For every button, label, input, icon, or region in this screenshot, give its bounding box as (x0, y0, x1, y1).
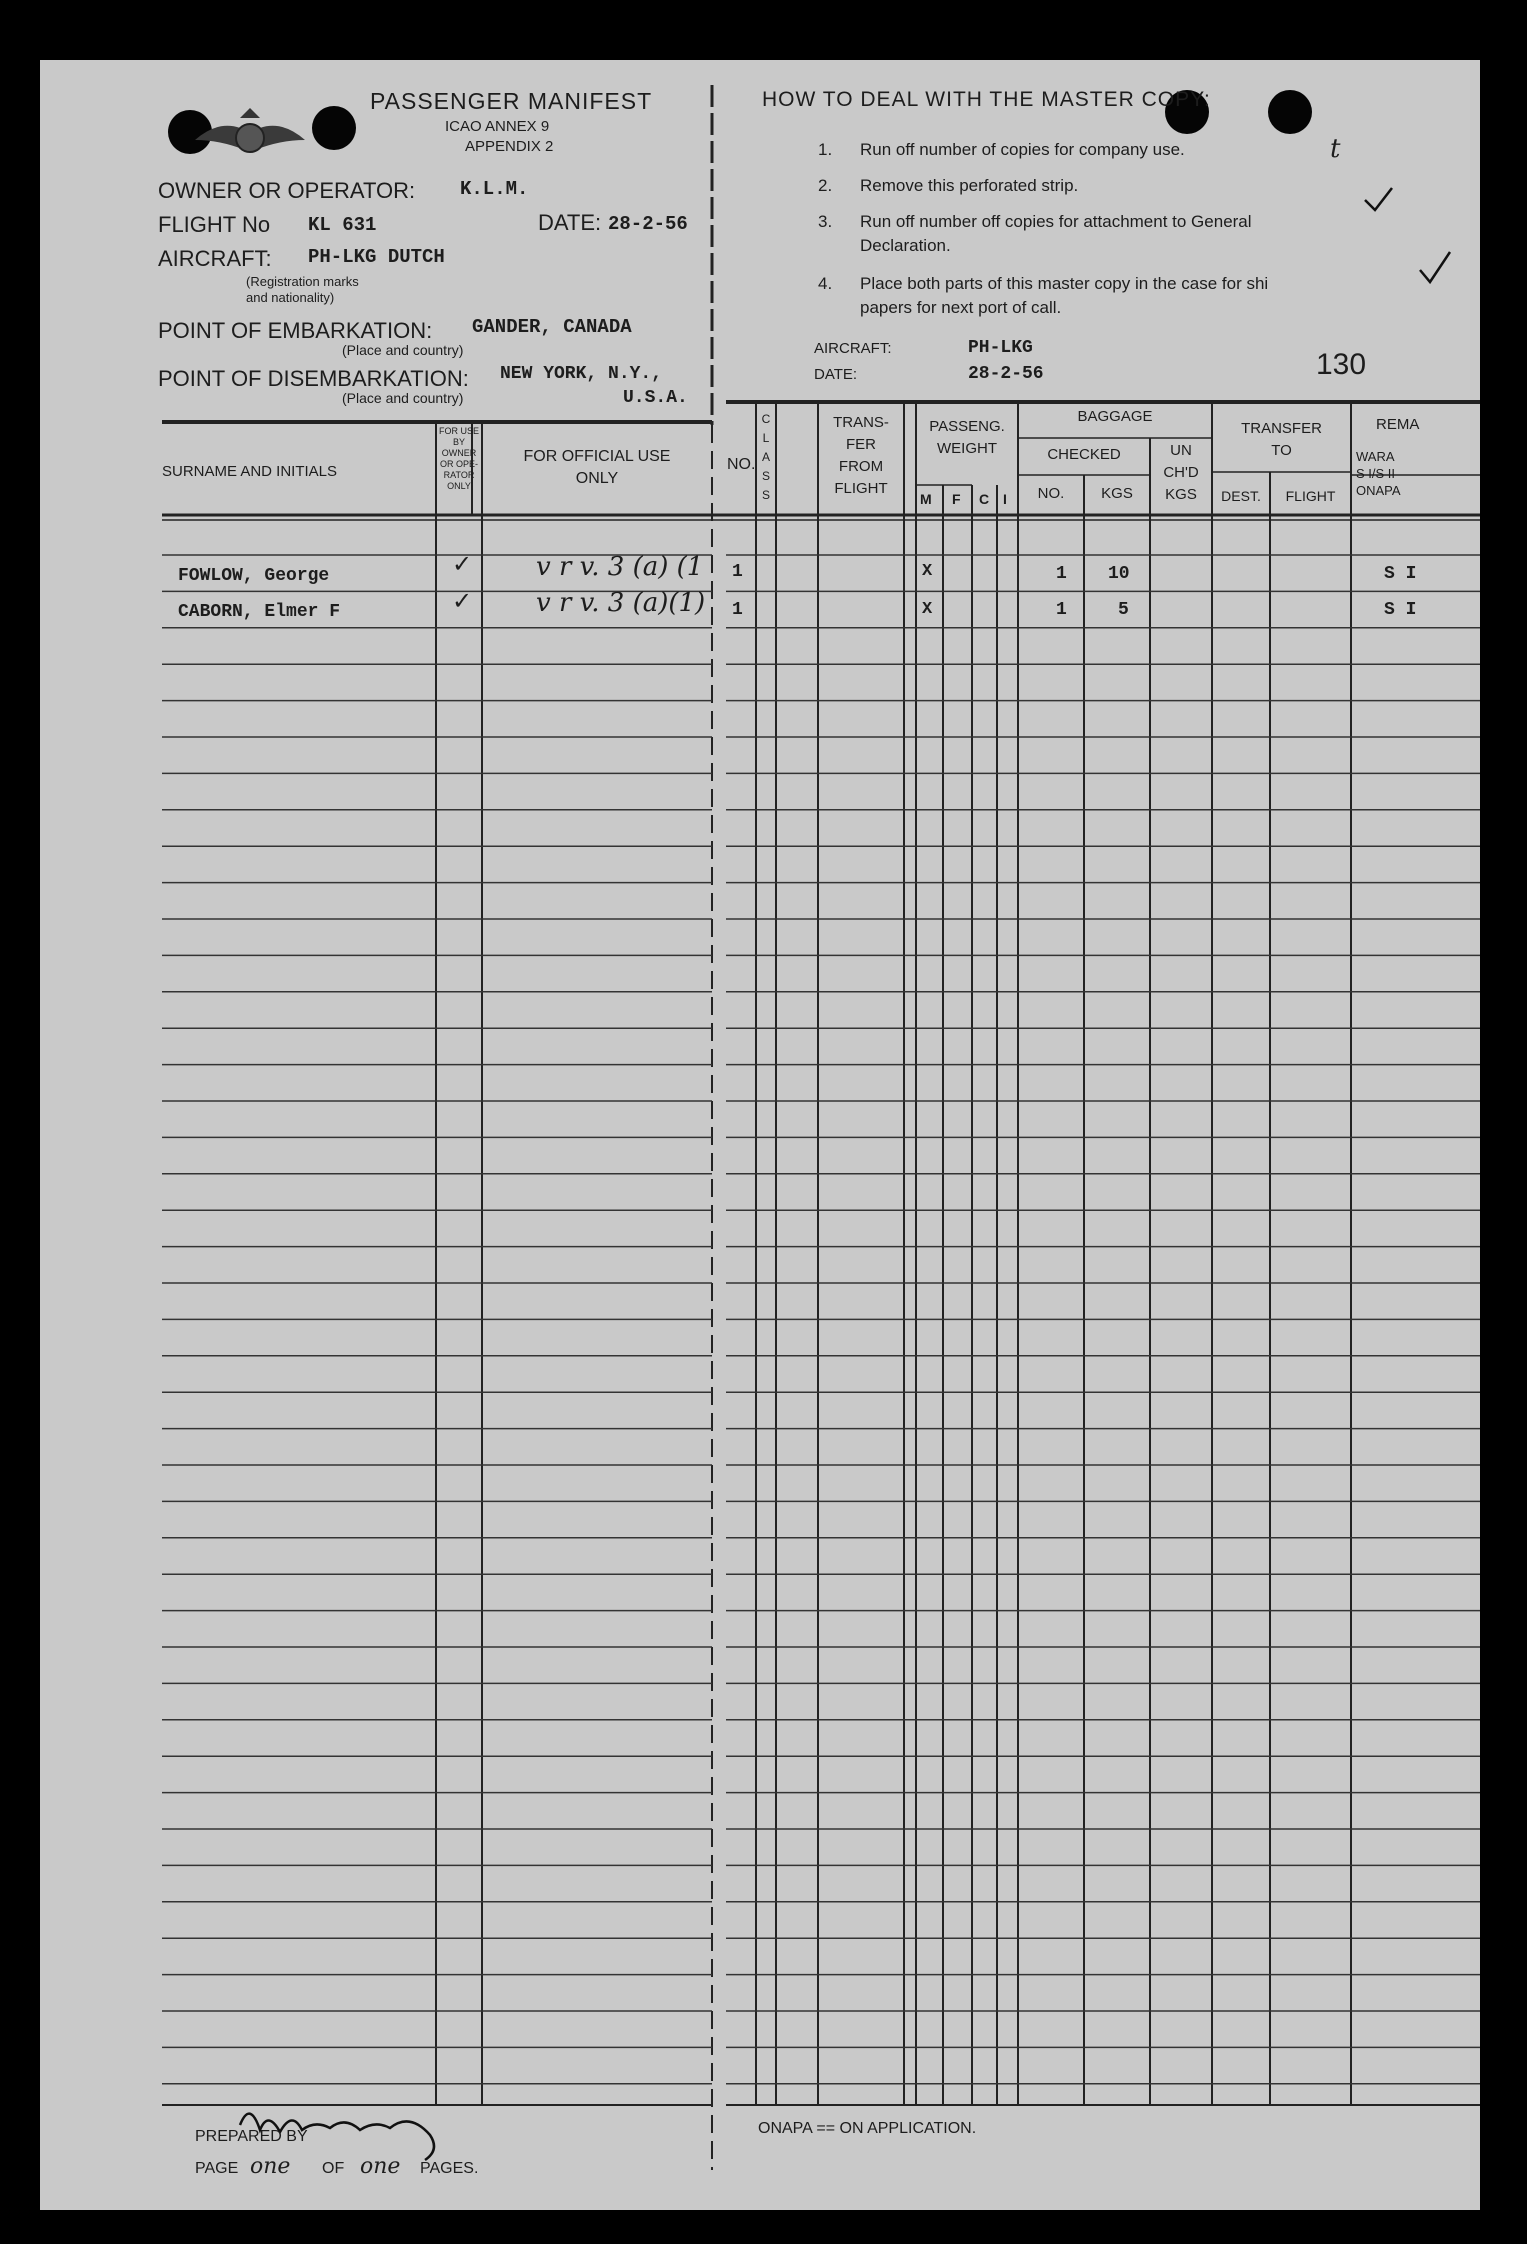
col-remarks: REMA (1376, 416, 1420, 433)
date-value-right: 28-2-56 (968, 364, 1044, 384)
flight-value: KL 631 (308, 214, 377, 236)
pages-label: PAGES. (420, 2160, 479, 2177)
col-dest: DEST. (1221, 488, 1261, 504)
date-label: DATE: (538, 210, 602, 235)
operator-check-mark: ✓ (452, 551, 473, 578)
place-note: (Place and country) (342, 390, 464, 406)
page-label: PAGE (195, 2160, 239, 2177)
embarkation-value: GANDER, CANADA (472, 316, 632, 338)
remarks-value: S I (1384, 600, 1417, 620)
prepared-by-label: PREPARED BY (195, 2128, 308, 2145)
aircraft-label-right: AIRCRAFT: (814, 340, 892, 357)
col-flight: FLIGHT (1285, 488, 1336, 504)
icao-annex: ICAO ANNEX 9 (445, 118, 550, 135)
col-no: NO. (727, 456, 756, 473)
manifest-number: 130 (1316, 348, 1367, 381)
appendix: APPENDIX 2 (465, 138, 554, 155)
passenger-name: CABORN, Elmer F (178, 602, 341, 622)
instruction-text: papers for next port of call. (860, 298, 1062, 317)
col-transfer-to: TRANSFER TO (1241, 420, 1322, 459)
disembarkation-label: POINT OF DISEMBARKATION: (158, 366, 469, 391)
col-c: C (979, 491, 990, 507)
col-m: M (920, 491, 932, 507)
operator-check-mark: ✓ (452, 588, 473, 615)
col-f: F (952, 491, 961, 507)
place-note: (Place and country) (342, 342, 464, 358)
bag-count: 1 (1056, 564, 1067, 584)
date-value: 28-2-56 (608, 213, 688, 235)
col-for-use: FOR USE BY OWNER OR OPE- RATOR ONLY (438, 426, 479, 491)
of-label: OF (322, 2160, 345, 2177)
col-kgs: KGS (1101, 485, 1133, 502)
owner-value: K.L.M. (460, 178, 529, 200)
col-surname: SURNAME AND INITIALS (162, 463, 338, 480)
col-remarks-sub: WARA S I/S II ONAPA (1356, 449, 1401, 498)
passenger-number: 1 (732, 562, 743, 582)
passenger-number: 1 (732, 600, 743, 620)
instruction-text: Run off number off copies for attachment to General (860, 212, 1252, 231)
col-bag-no: NO. (1037, 485, 1065, 502)
airline-logo-icon (195, 108, 305, 152)
official-note: v r v. 3 (a) (1 (536, 552, 704, 582)
col-baggage: BAGGAGE (1077, 408, 1153, 425)
instruction-number: 3. (818, 212, 833, 231)
col-unchecked: UN CH'D KGS (1163, 442, 1199, 503)
handwritten-annotation: t (1330, 134, 1341, 164)
page-total: one (360, 2154, 401, 2179)
official-note: v r v. 3 (a)(1) (536, 588, 706, 618)
passenger-name: FOWLOW, George (178, 566, 330, 586)
embarkation-label: POINT OF EMBARKATION: (158, 318, 433, 343)
instruction-number: 2. (818, 176, 833, 195)
owner-label: OWNER OR OPERATOR: (158, 178, 416, 203)
bag-count: 1 (1056, 600, 1067, 620)
col-official-use: FOR OFFICIAL USE ONLY (523, 448, 671, 487)
check-mark-icon (1365, 188, 1392, 210)
check-mark-icon (1420, 252, 1450, 282)
page-number: one (250, 2154, 291, 2179)
disembarkation-country: U.S.A. (623, 388, 688, 408)
instruction-number: 4. (818, 274, 833, 293)
col-checked: CHECKED (1047, 446, 1121, 463)
bag-kgs: 5 (1118, 600, 1129, 620)
registration-note: and nationality) (246, 290, 335, 305)
instruction-number: 1. (818, 140, 833, 159)
flight-label: FLIGHT No (158, 212, 271, 237)
remarks-value: S I (1384, 564, 1417, 584)
instruction-text: Run off number of copies for company use. (860, 140, 1185, 159)
weight-m: X (922, 600, 933, 619)
date-label-right: DATE: (814, 366, 858, 383)
instructions-title: HOW TO DEAL WITH THE MASTER COPY: (762, 88, 1211, 111)
instruction-text: Remove this perforated strip. (860, 176, 1079, 195)
instruction-text: Place both parts of this master copy in the case for shi (860, 274, 1269, 293)
manifest-sheet (40, 60, 1480, 2210)
col-class: C L A S S (761, 412, 771, 502)
aircraft-label: AIRCRAFT: (158, 246, 272, 271)
aircraft-value: PH-LKG DUTCH (308, 246, 445, 268)
col-transfer-from: TRANS- FER FROM FLIGHT (833, 414, 889, 497)
registration-note: (Registration marks (246, 274, 359, 289)
col-passenger-weight: PASSENG. WEIGHT (929, 418, 1005, 457)
instruction-text: Declaration. (860, 236, 951, 255)
weight-m: X (922, 562, 933, 581)
onapa-note: ONAPA == ON APPLICATION. (758, 2120, 977, 2137)
disembarkation-value: NEW YORK, N.Y., (500, 364, 663, 384)
col-i: I (1003, 491, 1007, 507)
bag-kgs: 10 (1108, 564, 1130, 584)
form-title: PASSENGER MANIFEST (370, 88, 653, 114)
aircraft-value-right: PH-LKG (968, 338, 1033, 358)
